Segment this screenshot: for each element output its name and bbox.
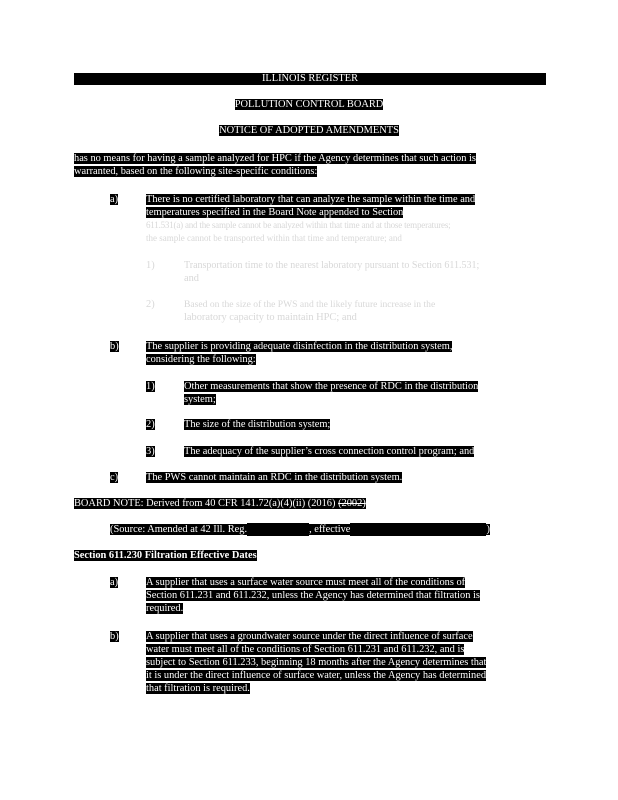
section-b-line-2: water must meet all of the conditions of Section 611.231 and 611.232, and is — [146, 644, 465, 655]
item-b2-label: 2) — [146, 419, 155, 430]
section-b-line-4: it is under the direct influence of surface water, unless the Agency has determined — [146, 670, 487, 681]
item-a1-label: 1) — [146, 260, 155, 271]
section-a-line-1: A supplier that uses a surface water source must meet all of the conditions of — [146, 577, 466, 588]
notice-title — [0, 124, 618, 137]
board-title — [0, 98, 618, 111]
item-c-text: The PWS cannot maintain an RDC in the distribution system. — [146, 472, 403, 483]
intro-line-1: has no means for having a sample analyzed for HPC if the Agency determines that such action is — [74, 153, 476, 164]
board-title-text: POLLUTION CONTROL BOARD — [234, 99, 384, 110]
section-a-line-3: required. — [146, 603, 184, 614]
section-heading: Section 611.230 Filtration Effective Dates — [74, 550, 257, 561]
item-a2-label: 2) — [146, 299, 155, 310]
item-a-line-4: the sample cannot be transported within that time and temperature; and — [146, 233, 402, 243]
item-b-label: b) — [110, 341, 119, 352]
section-b-line-1: A supplier that uses a groundwater source under the direct influence of surface — [146, 631, 473, 642]
item-a-label: a) — [110, 194, 119, 205]
register-title: ILLINOIS REGISTER — [261, 73, 359, 84]
item-b-line-1: The supplier is providing adequate disinfection in the distribution system, — [146, 341, 453, 352]
item-a1-line-2: and — [184, 273, 200, 284]
source-prefix: (Source: Amended at 42 Ill. Reg. — [110, 524, 248, 535]
item-a2-line-2: laboratory capacity to maintain HPC; and — [184, 312, 357, 323]
source-suffix: ) — [486, 524, 490, 535]
item-a1-line-1: Transportation time to the nearest laboratory pursuant to Section 611.531; — [184, 260, 480, 271]
item-b-line-2: considering the following: — [146, 354, 256, 365]
board-note: BOARD NOTE: Derived from 40 CFR 141.72(a)(4)(ii) (2016) (2002) — [74, 498, 366, 509]
notice-title-text: NOTICE OF ADOPTED AMENDMENTS — [219, 125, 399, 136]
item-b1-line-2: system; — [184, 394, 216, 405]
intro-line-2: warranted, based on the following site-specific conditions: — [74, 166, 318, 177]
section-a-label: a) — [110, 577, 119, 588]
item-a2-line-1: Based on the size of the PWS and the likely future increase in the — [184, 299, 436, 310]
item-a-line-2: temperatures specified in the Board Note appended to Section — [146, 207, 404, 218]
item-a-line-1: There is no certified laboratory that can analyze the sample within the time and — [146, 194, 476, 205]
item-b1-label: 1) — [146, 381, 155, 392]
item-b2-line-1: The size of the distribution system; — [184, 419, 331, 430]
item-b3-label: 3) — [146, 446, 155, 457]
source-middle: , effective — [309, 524, 351, 535]
section-b-line-3: subject to Section 611.233, beginning 18 months after the Agency determines that — [146, 657, 487, 668]
board-note-struck: (2002) — [338, 498, 366, 509]
item-a-line-3: 611.531(a) and the sample cannot be analyzed within that time and at those temperatures; — [146, 220, 451, 230]
item-b3-line-1: The adequacy of the supplier’s cross connection control program; and — [184, 446, 475, 457]
section-b-label: b) — [110, 631, 119, 642]
item-b1-line-1: Other measurements that show the presence of RDC in the distribution — [184, 381, 479, 392]
section-b-line-5: that filtration is required. — [146, 683, 250, 694]
item-c-label: c) — [110, 472, 119, 483]
source-line — [110, 523, 490, 536]
section-a-line-2: Section 611.231 and 611.232, unless the Agency has determined that filtration is — [146, 590, 480, 601]
